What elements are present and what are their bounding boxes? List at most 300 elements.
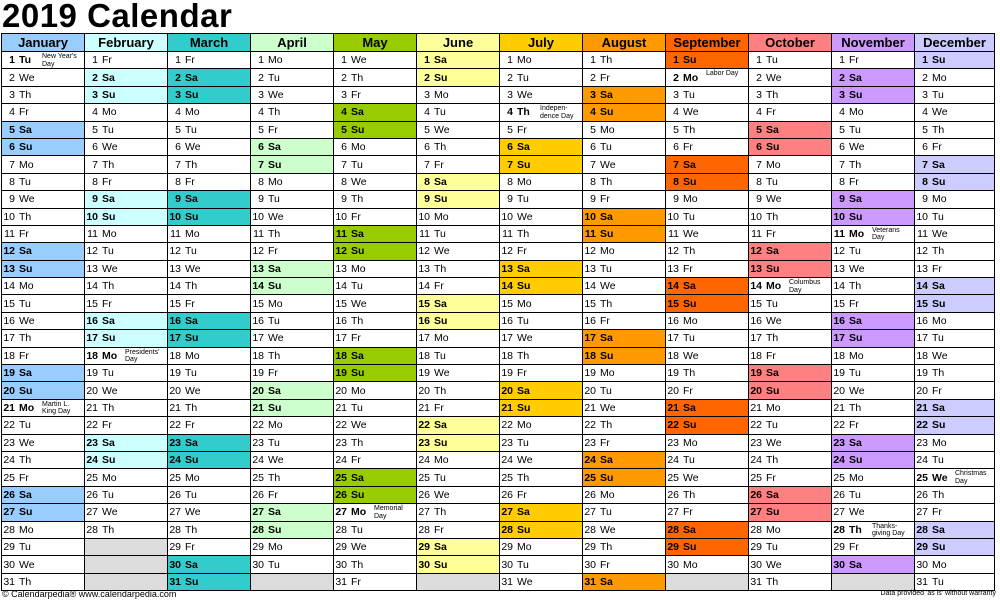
day-cell	[832, 156, 915, 173]
weekday-label: Th	[102, 158, 115, 171]
day-cell	[749, 573, 832, 590]
day-cell	[417, 347, 500, 364]
day-number: 21	[584, 402, 596, 414]
day-cell	[85, 486, 168, 503]
weekday-label: Sa	[683, 158, 696, 171]
day-cell	[500, 225, 583, 242]
day-cell	[500, 104, 583, 121]
weekday-label: Sa	[932, 280, 945, 293]
day-number: 3	[922, 88, 928, 101]
day-cell	[2, 69, 85, 86]
weekday-label: Fr	[19, 349, 29, 362]
day-number: 4	[92, 106, 98, 119]
day-row	[2, 86, 995, 103]
day-number: 27	[252, 506, 264, 519]
weekday-label: Th	[185, 280, 198, 293]
day-cell	[749, 469, 832, 486]
weekday-label: Mo	[766, 158, 781, 171]
day-cell	[832, 191, 915, 208]
day-cell	[168, 295, 251, 312]
day-cell	[334, 451, 417, 468]
weekday-label: Mo	[434, 88, 449, 101]
day-number: 12	[3, 245, 15, 258]
day-cell	[500, 521, 583, 538]
day-number: 23	[667, 436, 679, 449]
day-number: 29	[501, 541, 513, 554]
weekday-label: Su	[268, 280, 282, 293]
weekday-label: Mo	[268, 419, 283, 432]
day-number: 13	[335, 262, 347, 275]
day-cell	[500, 138, 583, 155]
weekday-label: We	[849, 262, 865, 275]
day-cell	[2, 469, 85, 486]
day-number: 10	[501, 210, 513, 223]
weekday-label: Th	[766, 210, 779, 223]
day-cell	[2, 399, 85, 416]
weekday-label: Fr	[849, 541, 859, 554]
weekday-label: Su	[434, 315, 448, 328]
day-number: 26	[584, 488, 596, 501]
weekday-label: Th	[268, 471, 281, 484]
day-number: 27	[750, 506, 762, 519]
day-cell	[500, 365, 583, 382]
weekday-label: Su	[19, 141, 33, 154]
day-number: 29	[169, 541, 181, 554]
day-cell	[583, 504, 666, 521]
day-number: 13	[750, 262, 762, 275]
weekday-label: Th	[600, 175, 613, 188]
weekday-label: We	[351, 419, 367, 432]
weekday-label: Tu	[434, 349, 446, 362]
weekday-label: Su	[185, 454, 199, 467]
day-number: 9	[341, 193, 347, 206]
weekday-label: Sa	[102, 71, 115, 84]
weekday-label: We	[932, 349, 948, 362]
day-number: 3	[424, 88, 430, 101]
day-cell	[251, 86, 334, 103]
weekday-label: Su	[849, 210, 863, 223]
day-cell	[251, 225, 334, 242]
day-cell	[417, 121, 500, 138]
day-number: 25	[833, 471, 845, 484]
day-cell	[915, 382, 995, 399]
day-number: 10	[584, 210, 596, 223]
day-number: 26	[667, 488, 679, 501]
day-row	[2, 365, 995, 382]
weekday-label: Su	[766, 141, 780, 154]
day-cell	[85, 173, 168, 190]
weekday-label: Sa	[600, 575, 613, 588]
weekday-label: Tu	[683, 332, 695, 345]
weekday-label: Fr	[185, 54, 195, 67]
day-cell	[417, 243, 500, 260]
day-number: 26	[750, 488, 762, 501]
day-number: 6	[258, 141, 264, 154]
day-number: 26	[252, 488, 264, 501]
calendar-body	[2, 52, 995, 591]
day-number: 15	[169, 297, 181, 310]
weekday-label: Mo	[434, 332, 449, 345]
day-cell	[168, 69, 251, 86]
day-number: 16	[667, 315, 679, 328]
day-number: 22	[3, 419, 15, 432]
month-header-may: May	[334, 34, 417, 52]
day-number: 8	[839, 175, 845, 188]
weekday-label: Su	[351, 488, 365, 501]
day-cell	[168, 156, 251, 173]
day-number: 14	[750, 280, 762, 293]
day-number: 5	[756, 123, 762, 136]
day-cell	[334, 538, 417, 555]
day-number: 17	[667, 332, 679, 345]
day-number: 25	[667, 471, 679, 484]
day-cell	[85, 260, 168, 277]
weekday-label: Sa	[434, 419, 447, 432]
day-number: 14	[501, 280, 513, 293]
day-number: 25	[584, 471, 596, 484]
weekday-label: Th	[932, 123, 945, 136]
weekday-label: We	[351, 541, 367, 554]
weekday-label: Su	[19, 506, 33, 519]
day-number: 2	[507, 71, 513, 84]
weekday-label: Tu	[102, 245, 114, 258]
weekday-label: Th	[600, 54, 613, 67]
day-cell	[915, 208, 995, 225]
weekday-label: We	[517, 210, 533, 223]
day-cell	[666, 104, 749, 121]
day-cell	[749, 365, 832, 382]
day-cell	[85, 521, 168, 538]
day-number: 18	[667, 349, 679, 362]
weekday-label: Mo	[600, 245, 615, 258]
weekday-label: Mo	[932, 71, 947, 84]
weekday-label: Mo	[849, 471, 864, 484]
day-number: 1	[9, 54, 15, 67]
day-number: 10	[252, 210, 264, 223]
day-cell	[334, 434, 417, 451]
weekday-label: Fr	[268, 488, 278, 501]
weekday-label: Mo	[517, 541, 532, 554]
holiday-label: Presidents' Day	[125, 348, 160, 364]
day-number: 11	[833, 228, 845, 241]
day-cell	[832, 538, 915, 555]
weekday-label: We	[683, 228, 699, 241]
day-number: 3	[673, 88, 679, 101]
day-number: 14	[86, 280, 98, 293]
day-number: 11	[917, 228, 928, 241]
weekday-label: Sa	[351, 228, 364, 241]
day-number: 13	[169, 262, 181, 275]
day-cell	[2, 382, 85, 399]
weekday-label: Sa	[600, 332, 613, 345]
day-cell	[500, 173, 583, 190]
day-cell	[915, 156, 995, 173]
weekday-label: Su	[849, 454, 863, 467]
month-header-july: July	[500, 34, 583, 52]
day-cell	[85, 104, 168, 121]
weekday-label: Sa	[351, 349, 364, 362]
day-number: 12	[916, 245, 928, 258]
weekday-label: Mo	[766, 402, 781, 414]
day-cell	[915, 278, 995, 295]
day-row	[2, 486, 995, 503]
weekday-label: Fr	[185, 419, 195, 432]
day-cell	[251, 243, 334, 260]
day-number: 19	[252, 367, 264, 380]
day-cell	[583, 434, 666, 451]
day-cell	[749, 399, 832, 416]
day-cell	[2, 538, 85, 555]
day-number: 31	[501, 575, 513, 588]
weekday-label: Tu	[268, 558, 280, 571]
weekday-label: Th	[434, 506, 447, 519]
weekday-label: Tu	[517, 193, 529, 206]
day-cell	[915, 191, 995, 208]
day-number: 14	[335, 280, 347, 293]
weekday-label: Tu	[185, 245, 197, 258]
day-cell	[168, 365, 251, 382]
day-cell	[500, 86, 583, 103]
weekday-label: We	[932, 228, 948, 241]
weekday-label: Th	[434, 262, 447, 275]
day-cell	[334, 330, 417, 347]
day-number: 19	[3, 367, 15, 380]
day-number: 25	[501, 471, 513, 484]
day-row	[2, 52, 995, 69]
day-cell	[915, 295, 995, 312]
weekday-label: Fr	[766, 228, 776, 241]
day-cell	[749, 417, 832, 434]
day-cell	[500, 278, 583, 295]
weekday-label: Mo	[102, 228, 117, 241]
day-cell	[2, 208, 85, 225]
weekday-label: Mo	[268, 175, 283, 188]
day-row	[2, 399, 995, 416]
day-cell	[832, 486, 915, 503]
day-cell	[168, 486, 251, 503]
day-cell	[666, 138, 749, 155]
day-number: 5	[258, 123, 264, 136]
day-cell	[251, 538, 334, 555]
day-cell	[749, 173, 832, 190]
day-cell	[583, 104, 666, 121]
weekday-label: We	[351, 297, 367, 310]
day-cell	[334, 399, 417, 416]
weekday-label: Sa	[849, 315, 862, 328]
day-number: 4	[424, 106, 430, 119]
day-cell	[666, 52, 749, 69]
day-cell	[832, 556, 915, 573]
day-cell	[915, 312, 995, 329]
day-number: 8	[341, 175, 347, 188]
day-cell	[583, 312, 666, 329]
day-number: 18	[418, 349, 430, 362]
weekday-label: Su	[102, 332, 116, 345]
weekday-label: Fr	[102, 54, 112, 67]
day-number: 19	[418, 367, 430, 380]
day-number: 12	[86, 245, 98, 258]
day-number: 9	[590, 193, 596, 206]
day-cell	[85, 365, 168, 382]
day-number: 10	[169, 210, 181, 223]
weekday-label: Su	[600, 228, 614, 241]
day-number: 22	[252, 419, 264, 432]
weekday-label: Th	[268, 228, 281, 241]
day-number: 26	[335, 488, 347, 501]
day-cell	[2, 191, 85, 208]
day-cell	[832, 260, 915, 277]
day-cell	[749, 121, 832, 138]
day-number: 18	[916, 349, 928, 362]
day-number: 18	[169, 349, 181, 362]
day-cell	[251, 556, 334, 573]
weekday-label: Mo	[932, 558, 947, 571]
day-number: 23	[252, 436, 264, 449]
day-number: 14	[667, 280, 679, 293]
day-cell	[832, 469, 915, 486]
day-cell	[915, 330, 995, 347]
day-cell	[334, 104, 417, 121]
day-number: 18	[501, 349, 513, 362]
day-number: 18	[584, 349, 596, 362]
day-number: 6	[756, 141, 762, 154]
day-number: 30	[252, 558, 264, 571]
day-cell	[749, 538, 832, 555]
day-cell	[583, 399, 666, 416]
day-number: 21	[169, 402, 181, 414]
weekday-label: Sa	[185, 193, 198, 206]
weekday-label: Th	[849, 523, 862, 536]
weekday-label: Tu	[19, 541, 31, 554]
weekday-label: Fr	[766, 106, 776, 119]
weekday-label: Th	[932, 245, 945, 258]
month-header-march: March	[168, 34, 251, 52]
day-number: 3	[839, 88, 845, 101]
day-cell	[749, 330, 832, 347]
day-number: 20	[252, 384, 264, 397]
day-number: 27	[86, 506, 98, 519]
weekday-label: Sa	[600, 88, 613, 101]
day-number: 8	[92, 175, 98, 188]
day-cell	[334, 52, 417, 69]
weekday-label: Fr	[600, 71, 610, 84]
day-cell	[251, 521, 334, 538]
day-cell	[168, 573, 251, 590]
day-cell	[168, 121, 251, 138]
day-number: 7	[92, 158, 98, 171]
weekday-label: Fr	[849, 419, 859, 432]
day-number: 9	[673, 193, 679, 206]
weekday-label: Fr	[932, 141, 942, 154]
day-cell	[2, 521, 85, 538]
holiday-label: Thanks- giving Day	[872, 522, 905, 538]
day-cell	[583, 173, 666, 190]
day-cell	[2, 104, 85, 121]
day-number: 13	[584, 262, 596, 275]
day-cell	[417, 365, 500, 382]
day-number: 7	[756, 158, 762, 171]
weekday-label: Sa	[766, 488, 779, 501]
weekday-label: Sa	[932, 402, 945, 414]
day-number: 20	[335, 384, 347, 397]
weekday-label: Fr	[434, 523, 444, 536]
day-number: 28	[86, 523, 98, 536]
weekday-label: We	[19, 71, 35, 84]
day-cell	[417, 69, 500, 86]
day-number: 4	[756, 106, 762, 119]
day-cell	[334, 382, 417, 399]
day-number: 21	[86, 402, 98, 414]
weekday-label: Tu	[434, 228, 446, 241]
weekday-label: Tu	[102, 123, 114, 136]
weekday-label: We	[766, 558, 782, 571]
day-number: 9	[424, 193, 430, 206]
day-cell	[915, 69, 995, 86]
weekday-label: Sa	[434, 54, 447, 67]
weekday-label: Su	[102, 454, 116, 467]
day-cell	[2, 417, 85, 434]
day-number: 21	[501, 402, 513, 414]
day-cell	[500, 451, 583, 468]
day-number: 8	[590, 175, 596, 188]
weekday-label: We	[600, 523, 616, 536]
weekday-label: Su	[600, 349, 614, 362]
day-row	[2, 434, 995, 451]
day-number: 20	[169, 384, 181, 397]
weekday-label: We	[434, 245, 450, 258]
day-cell	[417, 260, 500, 277]
day-cell	[85, 243, 168, 260]
day-number: 28	[667, 523, 679, 536]
day-number: 21	[418, 402, 430, 414]
weekday-label: Mo	[185, 349, 200, 362]
day-number: 5	[341, 123, 347, 136]
day-cell	[915, 173, 995, 190]
day-number: 10	[418, 210, 430, 223]
day-number: 11	[668, 228, 679, 241]
weekday-label: Th	[932, 367, 945, 380]
day-cell	[500, 260, 583, 277]
footer-copyright: © Calendarpedia® www.calendarpedia.com	[2, 589, 177, 599]
day-cell	[168, 434, 251, 451]
day-cell	[832, 521, 915, 538]
day-number: 17	[3, 332, 15, 345]
weekday-label: Su	[102, 210, 116, 223]
weekday-label: Fr	[434, 402, 444, 414]
weekday-label: Su	[185, 210, 199, 223]
day-cell	[832, 121, 915, 138]
day-cell	[168, 208, 251, 225]
weekday-label: Th	[766, 88, 779, 101]
day-number: 17	[584, 332, 596, 345]
day-cell	[749, 104, 832, 121]
day-number: 9	[258, 193, 264, 206]
weekday-label: Tu	[102, 488, 114, 501]
day-row	[2, 156, 995, 173]
day-cell	[2, 556, 85, 573]
day-cell	[168, 312, 251, 329]
weekday-label: Sa	[268, 384, 281, 397]
day-cell	[583, 521, 666, 538]
weekday-label: Tu	[849, 367, 861, 380]
weekday-label: Mo	[434, 210, 449, 223]
weekday-label: Mo	[268, 54, 283, 67]
day-number: 14	[833, 280, 845, 293]
day-cell	[85, 191, 168, 208]
day-number: 9	[9, 193, 15, 206]
weekday-label: Fr	[517, 488, 527, 501]
day-cell	[583, 347, 666, 364]
